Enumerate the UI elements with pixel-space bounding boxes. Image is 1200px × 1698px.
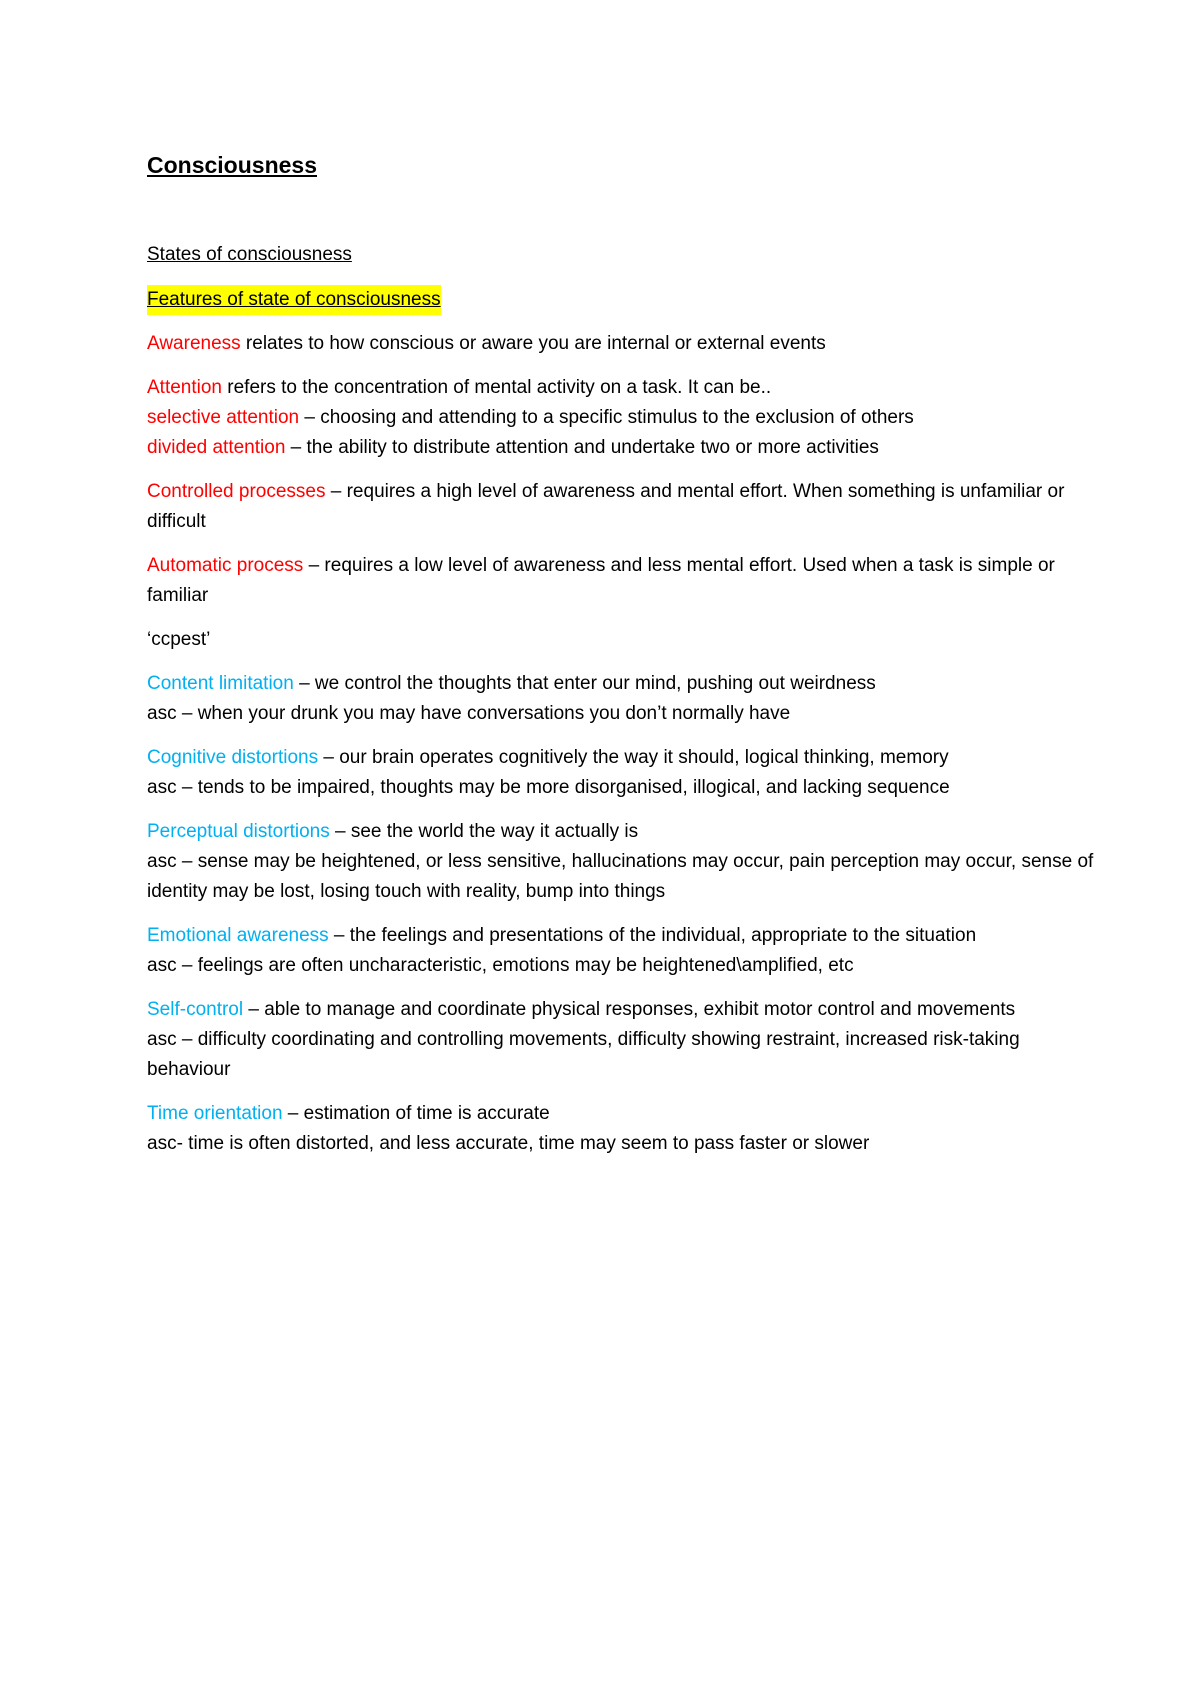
cognitive-distortions-term: Cognitive distortions xyxy=(147,747,319,768)
emotional-awareness-text: – the feelings and presentations of the individual, appropriate to the situation xyxy=(328,925,977,946)
self-control-term: Self-control xyxy=(147,999,244,1020)
awareness-paragraph xyxy=(147,329,1100,359)
perceptual-distortions-paragraph xyxy=(147,817,1100,907)
perceptual-distortions-asc: asc – sense may be heightened, or less sensitive, hallucinations may occur, pain perception may occur, sense of identity may be lost, losing touch with reality, bump into things xyxy=(147,851,1094,902)
self-control-asc: asc – difficulty coordinating and controlling movements, difficulty showing restraint, increased risk-taking behaviour xyxy=(147,1029,1020,1080)
document-title: Consciousness xyxy=(147,152,317,178)
selective-attention-text: – choosing and attending to a specific stimulus to the exclusion of others xyxy=(299,407,914,428)
emotional-awareness-term: Emotional awareness xyxy=(147,925,329,946)
cognitive-distortions-paragraph xyxy=(147,743,1100,803)
mnemonic-note: ‘ccpest’ xyxy=(147,629,211,650)
divided-attention-text: – the ability to distribute attention and undertake two or more activities xyxy=(285,437,879,458)
time-orientation-paragraph xyxy=(147,1099,1100,1159)
attention-text: refers to the concentration of mental activity on a task. It can be.. xyxy=(222,377,772,398)
time-orientation-asc: asc- time is often distorted, and less accurate, time may seem to pass faster or slower xyxy=(147,1133,870,1154)
awareness-text: relates to how conscious or aware you are internal or external events xyxy=(240,333,826,354)
states-heading: States of consciousness xyxy=(147,244,352,265)
time-orientation-term: Time orientation xyxy=(147,1103,283,1124)
selective-attention-term: selective attention xyxy=(147,407,300,428)
attention-term: Attention xyxy=(147,377,222,398)
divided-attention-term: divided attention xyxy=(147,437,286,458)
perceptual-distortions-term: Perceptual distortions xyxy=(147,821,330,842)
controlled-processes-text: – requires a high level of awareness and mental effort. When something is unfamiliar or difficult xyxy=(147,481,1065,532)
self-control-paragraph xyxy=(147,995,1100,1085)
controlled-processes-paragraph xyxy=(147,477,1100,537)
content-limitation-asc: asc – when your drunk you may have conversations you don’t normally have xyxy=(147,703,791,724)
time-orientation-text: – estimation of time is accurate xyxy=(282,1103,550,1124)
features-heading: Features of state of consciousness xyxy=(147,285,441,315)
content-limitation-paragraph xyxy=(147,669,1100,729)
content-limitation-text: – we control the thoughts that enter our mind, pushing out weirdness xyxy=(293,673,876,694)
automatic-process-paragraph xyxy=(147,551,1100,611)
content-limitation-term: Content limitation xyxy=(147,673,294,694)
self-control-text: – able to manage and coordinate physical responses, exhibit motor control and movements xyxy=(243,999,1016,1020)
attention-paragraph xyxy=(147,373,1100,463)
cognitive-distortions-asc: asc – tends to be impaired, thoughts may be more disorganised, illogical, and lacking sequence xyxy=(147,777,950,798)
perceptual-distortions-text: – see the world the way it actually is xyxy=(329,821,639,842)
controlled-processes-term: Controlled processes xyxy=(147,481,326,502)
awareness-term: Awareness xyxy=(147,333,241,354)
emotional-awareness-paragraph xyxy=(147,921,1100,981)
automatic-process-term: Automatic process xyxy=(147,555,304,576)
automatic-process-text: – requires a low level of awareness and less mental effort. Used when a task is simple or familiar xyxy=(147,555,1055,606)
cognitive-distortions-text: – our brain operates cognitively the way it should, logical thinking, memory xyxy=(318,747,949,768)
emotional-awareness-asc: asc – feelings are often uncharacteristic, emotions may be heightened\amplified, etc xyxy=(147,955,854,976)
